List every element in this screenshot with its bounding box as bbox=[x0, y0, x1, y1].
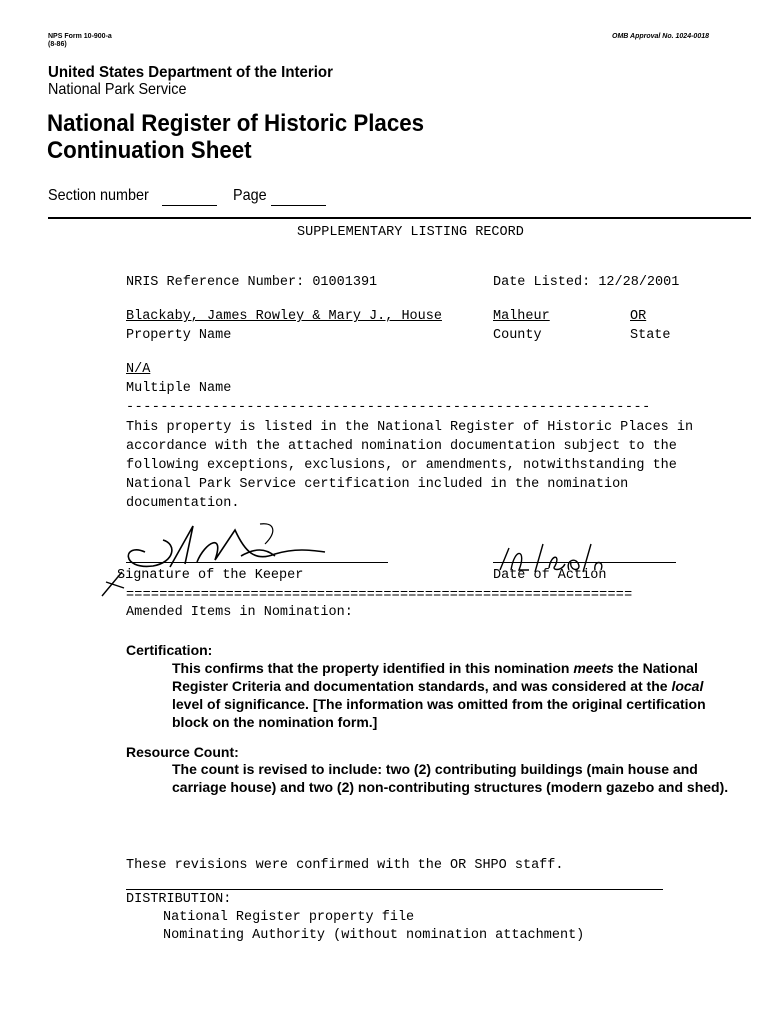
property-name-value: Blackaby, James Rowley & Mary J., House bbox=[126, 309, 442, 324]
certification-body bbox=[172, 659, 732, 731]
omb-approval: OMB Approval No. 1024-0018 bbox=[612, 33, 709, 40]
distribution-item: Nominating Authority (without nomination attachment) bbox=[163, 928, 585, 943]
double-divider: ============================================================= bbox=[126, 588, 633, 603]
distribution-divider bbox=[126, 889, 663, 890]
section-number-label: Section number bbox=[48, 187, 149, 204]
page-label: Page bbox=[233, 187, 267, 204]
header-divider bbox=[48, 217, 751, 219]
date-of-action-line bbox=[493, 562, 676, 563]
service-name: National Park Service bbox=[48, 81, 187, 98]
page-field bbox=[271, 205, 326, 206]
nris-reference: NRIS Reference Number: 01001391 bbox=[126, 275, 378, 290]
multiple-name-label: Multiple Name bbox=[126, 381, 232, 396]
form-date-text: (8-86) bbox=[48, 41, 67, 48]
state-value: OR bbox=[630, 309, 647, 324]
date-of-action-label: Date of Action bbox=[493, 568, 607, 583]
multiple-name-value: N/A bbox=[126, 362, 151, 377]
certification-emphasis-local: local bbox=[671, 678, 704, 694]
state-label: State bbox=[630, 328, 671, 343]
signature-line bbox=[126, 562, 388, 563]
distribution-heading: DISTRIBUTION: bbox=[126, 892, 232, 907]
page-title: National Register of Historic Places bbox=[47, 110, 425, 137]
listing-statement: This property is listed in the National Register of Historic Places in accordance with the attached nomination documentation subject to the following exceptions, exclusions, or amendments, notwithstanding the National Park Service certification included in the nomination documentation. bbox=[126, 420, 694, 511]
signature-label: Signature of the Keeper bbox=[117, 568, 304, 583]
county-label: County bbox=[493, 328, 542, 343]
amended-items-heading: Amended Items in Nomination: bbox=[126, 605, 353, 620]
record-heading: SUPPLEMENTARY LISTING RECORD bbox=[297, 225, 524, 240]
revisions-note: These revisions were confirmed with the OR SHPO staff. bbox=[126, 858, 564, 873]
resource-count-heading: Resource Count: bbox=[126, 744, 239, 760]
department-name: United States Department of the Interior bbox=[48, 64, 333, 81]
form-number-text: NPS Form 10-900-a bbox=[48, 33, 112, 40]
certification-text-middle: the National Register Criteria and documentation standards, and was considered at the bbox=[172, 660, 698, 694]
section-number-field bbox=[162, 205, 217, 206]
property-name-label: Property Name bbox=[126, 328, 232, 343]
certification-emphasis-meets: meets bbox=[573, 660, 614, 676]
certification-text: This confirms that the property identified in this nomination bbox=[172, 660, 574, 676]
form-number bbox=[48, 33, 112, 49]
dashed-divider: ------------------------------------------------------------- bbox=[126, 400, 651, 415]
resource-count-body: The count is revised to include: two (2) contributing buildings (main house and carriage house) and two (2) non-contributing structures (modern gazebo and shed). bbox=[172, 761, 729, 795]
county-value: Malheur bbox=[493, 309, 550, 324]
date-listed: Date Listed: 12/28/2001 bbox=[493, 275, 680, 290]
distribution-item: National Register property file bbox=[163, 910, 415, 925]
certification-heading: Certification: bbox=[126, 642, 213, 658]
page-subtitle: Continuation Sheet bbox=[47, 137, 252, 164]
certification-text-after: level of significance. [The information was omitted from the original certification block on the nomination form.] bbox=[172, 696, 706, 730]
